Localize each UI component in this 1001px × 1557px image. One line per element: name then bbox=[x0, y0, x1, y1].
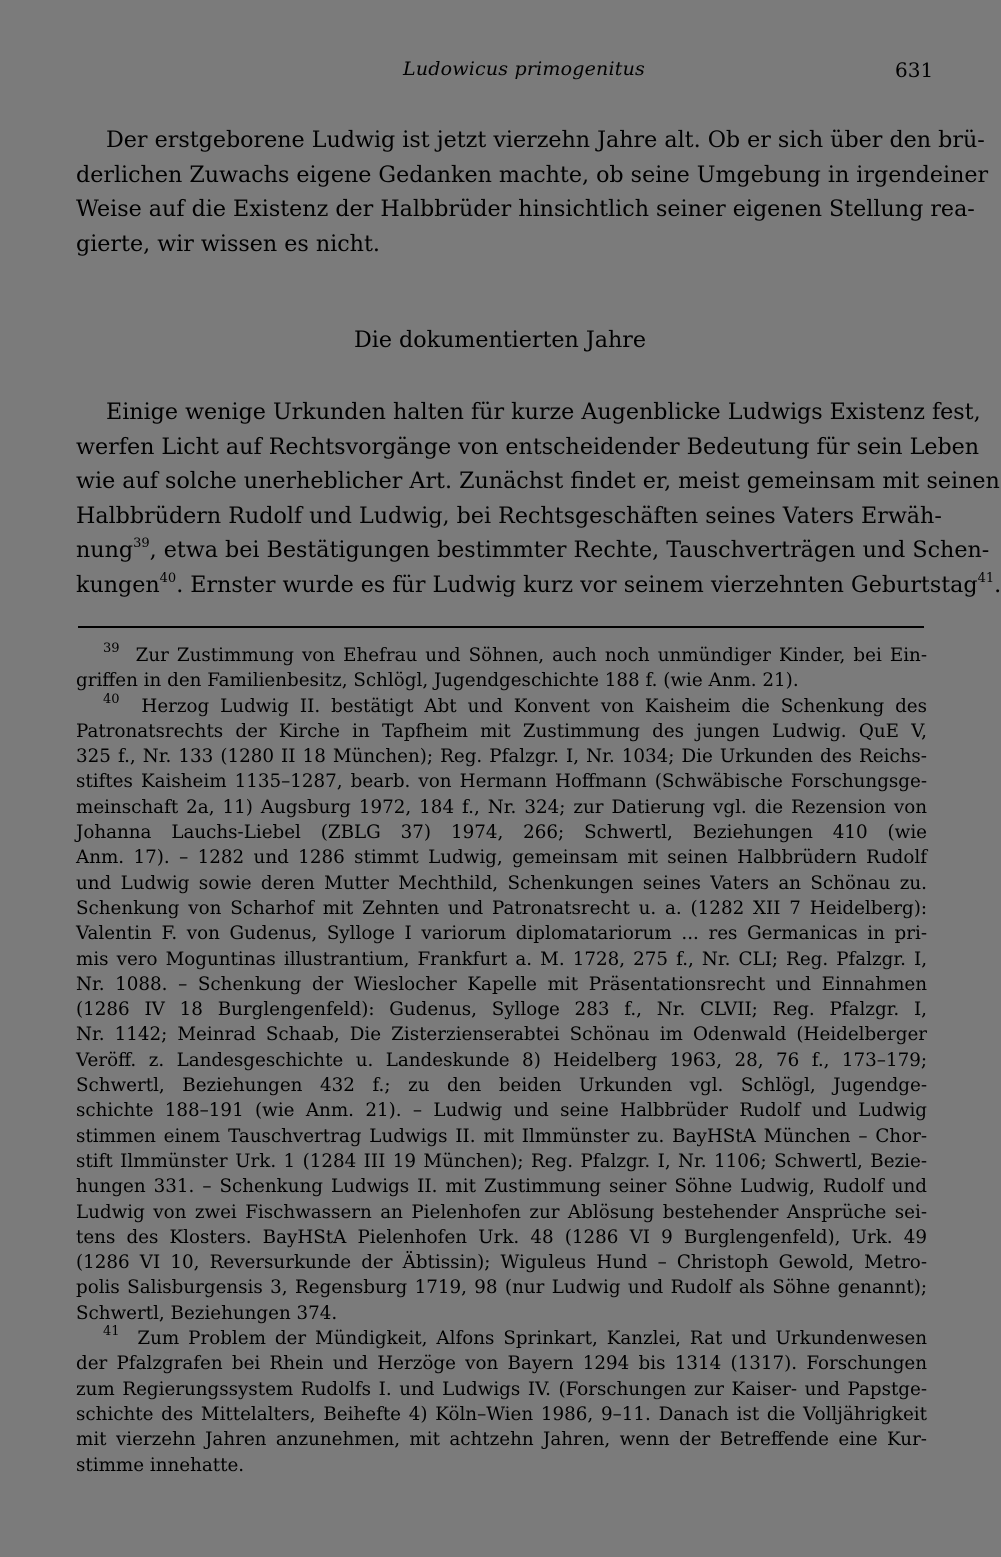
footnote-line: Patronatsrechts der Kirche in Tapfheim mit Zustimmung des jungen Ludwig. QuE V, bbox=[76, 720, 927, 742]
text-line: werfen Licht auf Rechtsvorgänge von entscheidender Bedeutung für sein Leben bbox=[76, 433, 980, 460]
footnotes bbox=[76, 640, 927, 1478]
footnote-line: (1286 IV 18 Burglengenfeld): Gudenus, Sylloge 283 f., Nr. CLVII; Reg. Pfalzgr. I, bbox=[76, 999, 927, 1021]
text-line: Weise auf die Existenz der Halbbrüder hinsichtlich seiner eigenen Stellung rea- bbox=[76, 196, 975, 223]
text-segment: nung bbox=[76, 537, 134, 564]
text-line: Einige wenige Urkunden halten für kurze Augenblicke Ludwigs Existenz fest, bbox=[106, 399, 981, 425]
text-line bbox=[76, 533, 990, 568]
paragraph-documented-years bbox=[76, 395, 1001, 603]
footnote-line: mis vero Moguntinas illustrantium, Frankfurt a. M. 1728, 275 f., Nr. CLI; Reg. Pfalzgr. I, bbox=[76, 948, 927, 970]
footnote-line: der Pfalzgrafen bei Rhein und Herzöge von Bayern 1294 bis 1314 (1317). Forschungen bbox=[76, 1353, 927, 1375]
footnote-40 bbox=[76, 691, 927, 1326]
footnote-line: und Ludwig sowie deren Mutter Mechthild, Schenkungen seines Vaters an Schönau zu. bbox=[76, 872, 927, 894]
footnote-line: polis Salisburgensis 3, Regensburg 1719, 98 (nur Ludwig und Rudolf als Söhne genannt); bbox=[76, 1277, 927, 1299]
text-segment: . Ernster wurde es für Ludwig kurz vor seinem vierzehnten Geburtstag bbox=[176, 571, 978, 598]
text-line: gierte, wir wissen es nicht. bbox=[76, 230, 380, 257]
text-segment: . bbox=[994, 571, 1001, 598]
footnote-line: meinschaft 2a, 11) Augsburg 1972, 184 f., Nr. 324; zur Datierung vgl. die Rezension von bbox=[76, 796, 927, 818]
footnote-line: $^{40}$ Herzog Ludwig II. bestätigt Abt und Konvent von Kaisheim die Schenkung des bbox=[103, 691, 927, 717]
footnote-line: Ludwig von zwei Fischwassern an Pielenhofen zur Ablösung bestehender Ansprüche sei- bbox=[76, 1201, 927, 1223]
footnote-line: Veröff. z. Landesgeschichte u. Landeskunde 8) Heidelberg 1963, 28, 76 f., 173–179; bbox=[76, 1049, 927, 1071]
footnote-ref: 39 bbox=[133, 535, 150, 551]
footnote-line: griffen in den Familienbesitz, Schlögl, Jugendgeschichte 188 f. (wie Anm. 21). bbox=[76, 670, 799, 692]
footnote-line: Nr. 1088. – Schenkung der Wieslocher Kapelle mit Präsentationsrecht und Einnahmen bbox=[76, 973, 927, 995]
footnote-line: stift Ilmmünster Urk. 1 (1284 III 19 München); Reg. Pfalzgr. I, Nr. 1106; Schwertl, Bezie- bbox=[76, 1150, 927, 1172]
section-heading: Die dokumentierten Jahre bbox=[353, 327, 647, 353]
text-segment: kungen bbox=[76, 571, 160, 598]
footnote-line: stimme innehatte. bbox=[76, 1454, 245, 1476]
text-line: wie auf solche unerheblicher Art. Zunächst findet er, meist gemeinsam mit seinen bbox=[76, 468, 1000, 495]
footnote-39 bbox=[76, 640, 927, 694]
footnote-line: Schenkung von Scharhof mit Zehnten und Patronatsrecht u. a. (1282 XII 7 Heidelberg): bbox=[76, 897, 927, 919]
footnote-line: Johanna Lauchs-Liebel (ZBLG 37) 1974, 266; Schwertl, Beziehungen 410 (wie bbox=[76, 822, 927, 844]
footnote-line: stimmen einem Tauschvertrag Ludwigs II. mit Ilmmünster zu. BayHStA München – Chor- bbox=[76, 1125, 927, 1147]
text-line bbox=[76, 568, 1001, 603]
text-line: derlichen Zuwachs eigene Gedanken machte, ob seine Umgebung in irgendeiner bbox=[76, 161, 989, 188]
footnote-line: tens des Klosters. BayHStA Pielenhofen Urk. 48 (1286 VI 9 Burglengenfeld), Urk. 49 bbox=[76, 1226, 927, 1248]
running-title: Ludowicus primogenitus bbox=[403, 58, 645, 80]
running-head bbox=[0, 58, 1000, 88]
footnote-line: Anm. 17). – 1282 und 1286 stimmt Ludwig, gemeinsam mit seinen Halbbrüdern Rudolf bbox=[76, 847, 927, 869]
footnote-number: 39 bbox=[103, 640, 120, 656]
text-line: Halbbrüdern Rudolf und Ludwig, bei Rechtsgeschäften seines Vaters Erwäh- bbox=[76, 502, 942, 529]
footnote-number: 40 bbox=[103, 691, 120, 707]
footnote-line: Valentin F. von Gudenus, Sylloge I variorum diplomatariorum ... res Germanicas in pri- bbox=[76, 923, 927, 945]
footnote-line: hungen 331. – Schenkung Ludwigs II. mit Zustimmung seiner Söhne Ludwig, Rudolf und bbox=[76, 1176, 927, 1198]
footnote-line: Schwertl, Beziehungen 374. bbox=[76, 1302, 338, 1324]
text-line: Der erstgeborene Ludwig ist jetzt vierzehn Jahre alt. Ob er sich über den brü- bbox=[106, 127, 985, 153]
footnote-line: schichte 188–191 (wie Anm. 21). – Ludwig und seine Halbbrüder Rudolf und Ludwig bbox=[76, 1100, 927, 1122]
footnote-line: stiftes Kaisheim 1135–1287, bearb. von Hermann Hoffmann (Schwäbische Forschungsge- bbox=[76, 771, 927, 793]
footnote-41 bbox=[76, 1323, 927, 1478]
footnote-line: 325 f., Nr. 133 (1280 II 18 München); Reg. Pfalzgr. I, Nr. 1034; Die Urkunden des Reichs- bbox=[76, 746, 927, 768]
footnote-line: schichte des Mittelalters, Beihefte 4) Köln–Wien 1986, 9–11. Danach ist die Volljährigkeit bbox=[76, 1403, 927, 1425]
footnote-line: Schwertl, Beziehungen 432 f.; zu den beiden Urkunden vgl. Schlögl, Jugendge- bbox=[76, 1075, 927, 1097]
footnote-line: zum Regierungssystem Rudolfs I. und Ludwigs IV. (Forschungen zur Kaiser- und Papstge- bbox=[76, 1378, 927, 1400]
footnote-ref: 41 bbox=[977, 570, 995, 586]
footnote-number: 41 bbox=[103, 1323, 120, 1339]
footnote-line: Nr. 1142; Meinrad Schaab, Die Zisterzienserabtei Schönau im Odenwald (Heidelberger bbox=[76, 1024, 927, 1046]
page-number: 631 bbox=[895, 58, 934, 82]
footnote-line: (1286 VI 10, Reversurkunde der Äbtissin); Wiguleus Hund – Christoph Gewold, Metro- bbox=[76, 1252, 927, 1274]
footnote-line: mit vierzehn Jahren anzunehmen, mit achtzehn Jahren, wenn der Betreffende eine Kur- bbox=[76, 1429, 927, 1451]
footnote-line: $^{39}$ Zur Zustimmung von Ehefrau und Söhnen, auch noch unmündiger Kinder, bei Ein- bbox=[103, 640, 927, 666]
paragraph-intro bbox=[76, 123, 989, 261]
footnote-line: $^{41}$ Zum Problem der Mündigkeit, Alfons Sprinkart, Kanzlei, Rat und Urkundenwesen bbox=[103, 1323, 927, 1350]
footnote-ref: 40 bbox=[159, 570, 177, 586]
text-segment: , etwa bei Bestätigungen bestimmter Rechte, Tauschverträgen und Schen- bbox=[149, 537, 990, 564]
footnote-rule bbox=[78, 626, 924, 628]
